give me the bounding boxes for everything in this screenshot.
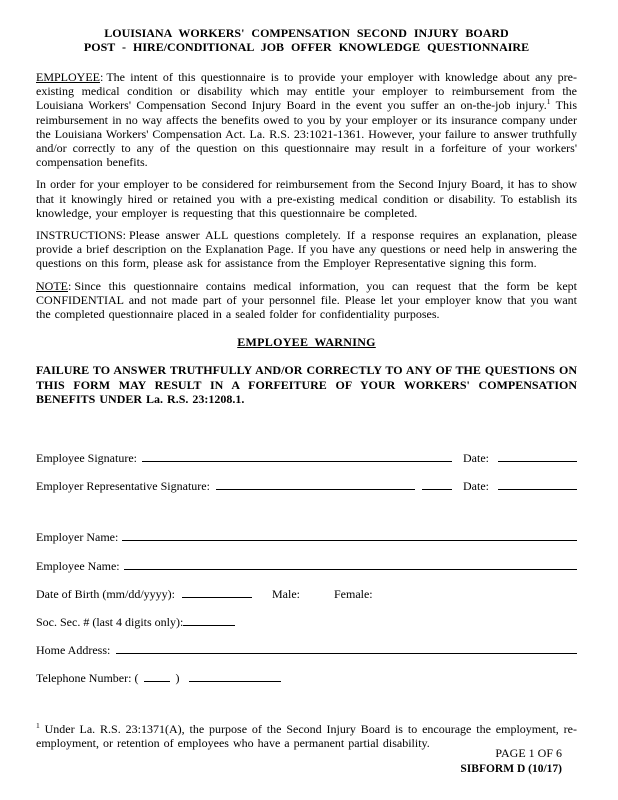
- employee-label: EMPLOYEE: [36, 70, 100, 84]
- employee-signature-date-label: Date:: [463, 451, 489, 466]
- employee-signature-label: Employee Signature:: [36, 451, 137, 466]
- employee-name-line[interactable]: [124, 558, 577, 570]
- employee-signature-date-line[interactable]: [498, 450, 577, 462]
- employee-intro-text-2: This reimbursement in no way affects the benefits owed to you by your employer or its insurance company under the Louisiana Workers' Compensation Act. La. R.S. 23:1021-1361. However, your failure to answer truthfully and/or correctly to any of the question on this questionnaire may result in a forfeiture of your workers' compensation benefits.: [36, 98, 577, 170]
- employee-warning-body: FAILURE TO ANSWER TRUTHFULLY AND/OR CORRECTLY TO ANY OF THE QUESTIONS ON THIS FORM MAY RESULT IN A FORFEITURE OF YOUR WORKERS' COMPENSATION BENEFITS UNDER La. R.S. 23:1208.1.: [36, 363, 577, 406]
- signature-section: [36, 450, 577, 493]
- page-number: PAGE 1 OF 6: [495, 746, 562, 760]
- employee-warning-heading: EMPLOYEE WARNING: [237, 335, 376, 350]
- employer-rep-signature-line-2[interactable]: [422, 478, 452, 490]
- ssn-line[interactable]: [183, 614, 235, 626]
- ssn-row: [36, 614, 577, 629]
- form-title-line1: LOUISIANA WORKERS' COMPENSATION SECOND INJURY BOARD: [104, 26, 509, 40]
- footnote-marker: 1: [36, 721, 40, 730]
- identification-section: [36, 529, 577, 685]
- date-of-birth-label: Date of Birth (mm/dd/yyyy):: [36, 586, 175, 601]
- employee-name-row: [36, 558, 577, 573]
- home-address-line[interactable]: [116, 642, 577, 654]
- instructions-paragraph: [36, 228, 577, 271]
- telephone-row: [36, 670, 577, 685]
- employer-name-row: [36, 529, 577, 544]
- note-paragraph: [36, 279, 577, 322]
- form-title-line2: POST - HIRE/CONDITIONAL JOB OFFER KNOWLEDGE QUESTIONNAIRE: [83, 40, 530, 54]
- form-title: [36, 26, 577, 54]
- footnote-text: Under La. R.S. 23:1371(A), the purpose of the Second Injury Board is to encourage the employment, re-employment, or retention of employees who have a permanent partial disability.: [36, 722, 577, 751]
- employee-signature-line[interactable]: [142, 450, 452, 462]
- date-of-birth-row: [36, 586, 577, 601]
- instructions-text: Please answer ALL questions completely. If a response requires an explanation, please provide a brief description on the Explanation Page. If you have any questions or need help in answering the questions on this form, please ask for assistance from the Employer Representative signing this form.: [36, 228, 577, 271]
- female-label: Female:: [333, 586, 373, 601]
- telephone-number-line[interactable]: [189, 670, 281, 682]
- note-text: Since this questionnaire contains medical information, you can request that the form be kept CONFIDENTIAL and not made part of your personnel file. Please let your employer know that you want the completed questionnaire placed in a sealed folder for confidentiality purposes.: [36, 278, 577, 322]
- employer-name-label: Employer Name:: [36, 530, 119, 545]
- employee-intro-text-1: The intent of this questionnaire is to provide your employer with knowledge about any pre-existing medical condition or disability which may entitle your employer to reimbursement from the Louisiana Workers' Compensation Second Injury Board in the event you suffer an on-the-job injury.: [36, 70, 577, 113]
- ssn-label: Soc. Sec. # (last 4 digits only):: [36, 615, 184, 630]
- employer-rep-signature-row: [36, 478, 577, 493]
- telephone-area-code-line[interactable]: [144, 670, 170, 682]
- male-label: Male:: [271, 586, 300, 601]
- note-label-colon: :: [68, 278, 72, 293]
- date-of-birth-line[interactable]: [182, 586, 252, 598]
- reimbursement-paragraph: In order for your employer to be considered for reimbursement from the Second Injury Board, it has to show that it knowingly hired or retained you with a pre-existing medical condition or disability. To establish its knowledge, your employer is requesting that this questionnaire be completed.: [36, 177, 577, 220]
- telephone-close-paren: ): [175, 671, 180, 686]
- employee-signature-row: [36, 450, 577, 465]
- employee-intro-paragraph: [36, 70, 577, 169]
- employer-rep-date-line[interactable]: [498, 478, 577, 490]
- employer-rep-date-label: Date:: [463, 479, 489, 494]
- employer-rep-signature-line[interactable]: [216, 478, 415, 490]
- employee-label-colon: :: [100, 70, 104, 84]
- footnote-reference-marker: 1: [546, 97, 551, 107]
- note-label: NOTE: [36, 278, 68, 293]
- employer-name-line[interactable]: [122, 529, 577, 541]
- telephone-label: Telephone Number: (: [36, 671, 139, 686]
- employee-name-label: Employee Name:: [36, 558, 120, 573]
- page-footer: [460, 745, 562, 777]
- instructions-label: INSTRUCTIONS:: [36, 228, 127, 243]
- home-address-label: Home Address:: [36, 643, 111, 658]
- form-number: SIBFORM D (10/17): [460, 763, 562, 775]
- employer-rep-signature-label: Employer Representative Signature:: [36, 479, 210, 494]
- home-address-row: [36, 642, 577, 657]
